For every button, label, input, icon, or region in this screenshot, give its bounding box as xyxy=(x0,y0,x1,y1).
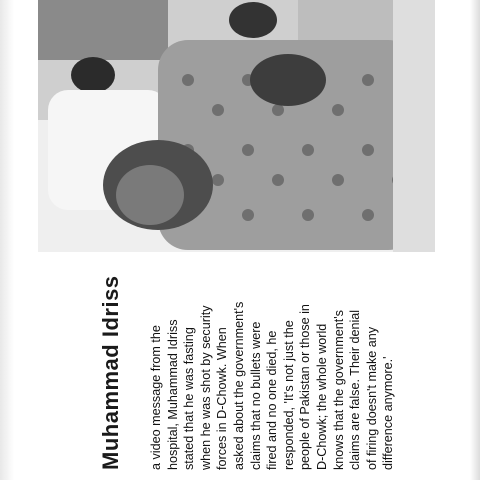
body-line: asked about the government's xyxy=(231,301,246,470)
body-line: people of Pakistan or those in xyxy=(298,304,313,470)
body-line: knows that the government's xyxy=(331,310,346,470)
scan-page-edge-right xyxy=(470,0,480,480)
body-line: difference anymore.' xyxy=(381,356,396,470)
body-line: responded, 'It's not just the xyxy=(281,320,296,470)
body-line: fired and no one died, he xyxy=(265,330,280,470)
article-text-region xyxy=(90,275,396,480)
hospital-photo-icon xyxy=(38,0,435,252)
body-line: when he was shot by security xyxy=(198,305,213,470)
body-line: D-Chowk; the whole world xyxy=(314,323,329,470)
body-line: a video message from the xyxy=(149,325,163,470)
body-line: claims that no bullets were xyxy=(248,321,263,470)
article-photo xyxy=(38,0,435,252)
article-content xyxy=(90,275,396,480)
body-line: claims are false. Their denial xyxy=(348,309,363,470)
body-line: forces in D-Chowk. When xyxy=(215,327,230,470)
body-line: hospital, Muhammad Idriss xyxy=(165,319,180,470)
scan-page-edge-left xyxy=(0,0,14,480)
body-line: stated that he was fasting xyxy=(182,327,197,470)
article-heading: Muhammad Idriss xyxy=(98,275,123,470)
body-line: of firing doesn't make any xyxy=(364,326,379,470)
article-body xyxy=(148,270,397,470)
article-rotated-block xyxy=(90,275,396,480)
